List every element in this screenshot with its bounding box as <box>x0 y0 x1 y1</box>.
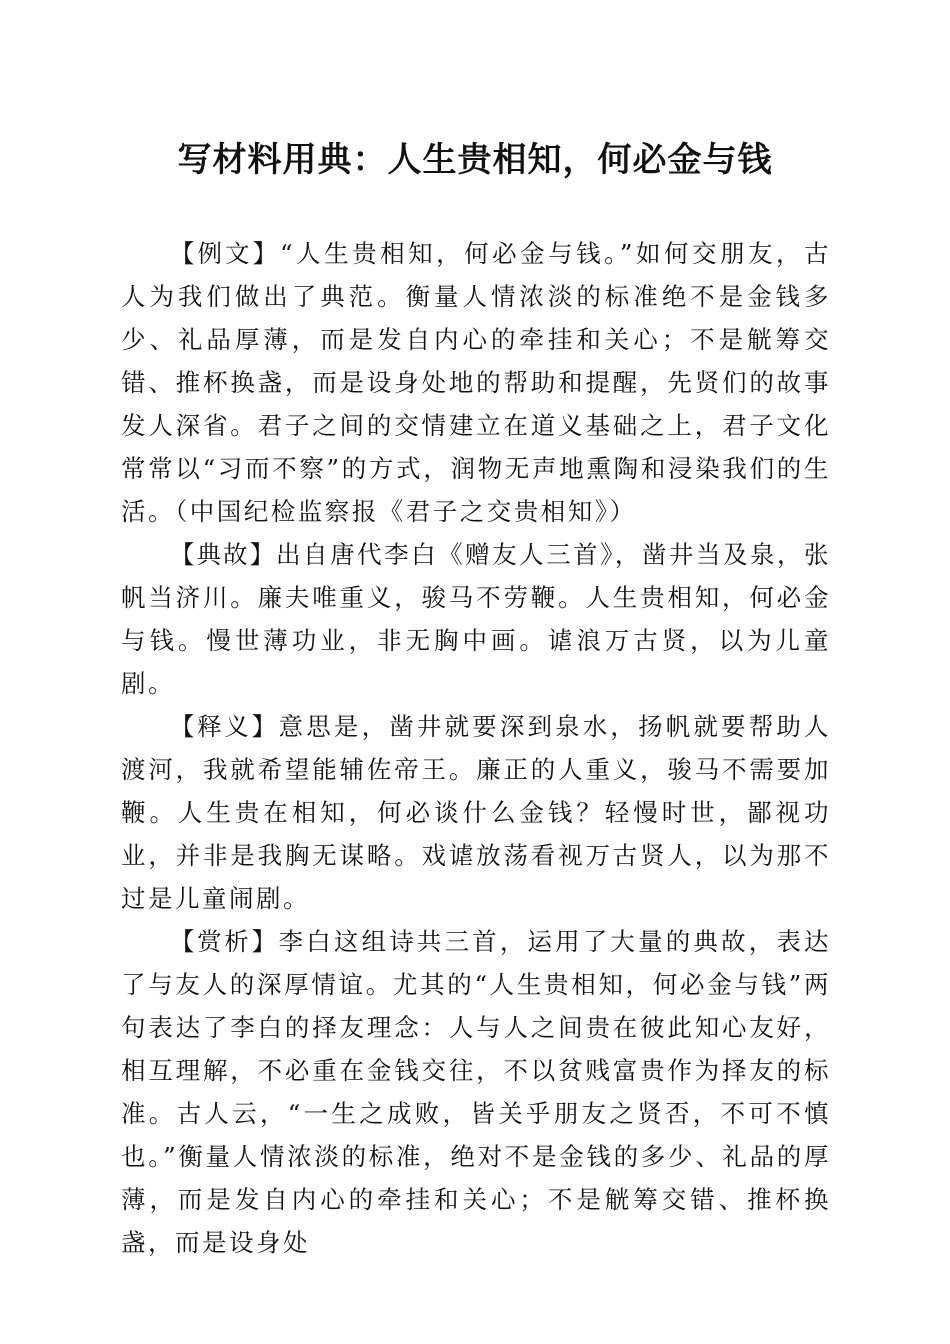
paragraph-tag: 【赏析】 <box>170 927 279 956</box>
paragraph-allusion <box>121 533 831 705</box>
paragraph-text: “人生贵相知，何必金与钱。”如何交朋友，古人为我们做出了典范。衡量人情浓淡的标准绝不是金钱多少、礼品厚薄，而是发自内心的牵挂和关心；不是觥筹交错、推杯换盏，而是设身处地的帮助和提醒，先贤们的故事发人深省。君子之间的交情建立在道义基础之上，君子文化常常以“习而不察”的方式，润物无声地熏陶和浸染我们的生活。（中国纪检监察报《君子之交贵相知》） <box>121 239 831 526</box>
paragraph-text: 李白这组诗共三首，运用了大量的典故，表达了与友人的深厚情谊。尤其的“人生贵相知，何必金与钱”两句表达了李白的择友理念：人与人之间贵在彼此知心友好，相互理解，不必重在金钱交往，不以贫贱富贵作为择友的标准。古人云，“一生之成败，皆关乎朋友之贤否，不可不慎也。”衡量人情浓淡的标准，绝对不是金钱的多少、礼品的厚薄，而是发自内心的牵挂和关心；不是觥筹交错、推杯换盏，而是设身处 <box>121 927 831 1257</box>
paragraph-tag: 【例文】 <box>170 239 281 268</box>
paragraph-tag: 【典故】 <box>170 540 277 569</box>
document-body <box>121 232 831 1264</box>
document-title: 写材料用典：人生贵相知，何必金与钱 <box>177 140 773 180</box>
paragraph-appreciation <box>121 920 831 1264</box>
paragraph-example <box>121 232 831 533</box>
paragraph-tag: 【释义】 <box>170 712 279 741</box>
paragraph-interpretation <box>121 705 831 920</box>
paragraph-text: 意思是，凿井就要深到泉水，扬帆就要帮助人渡河，我就希望能辅佐帝王。廉正的人重义，骏马不需要加鞭。人生贵在相知，何必谈什么金钱？轻慢时世，鄙视功业，并非是我胸无谋略。戏谑放荡看视万古贤人，以为那不过是儿童闹剧。 <box>121 712 831 913</box>
paragraph-text: 出自唐代李白《赠友人三首》，凿井当及泉，张帆当济川。廉夫唯重义，骏马不劳鞭。人生贵相知，何必金与钱。慢世薄功业，非无胸中画。谑浪万古贤，以为儿童剧。 <box>121 540 832 698</box>
